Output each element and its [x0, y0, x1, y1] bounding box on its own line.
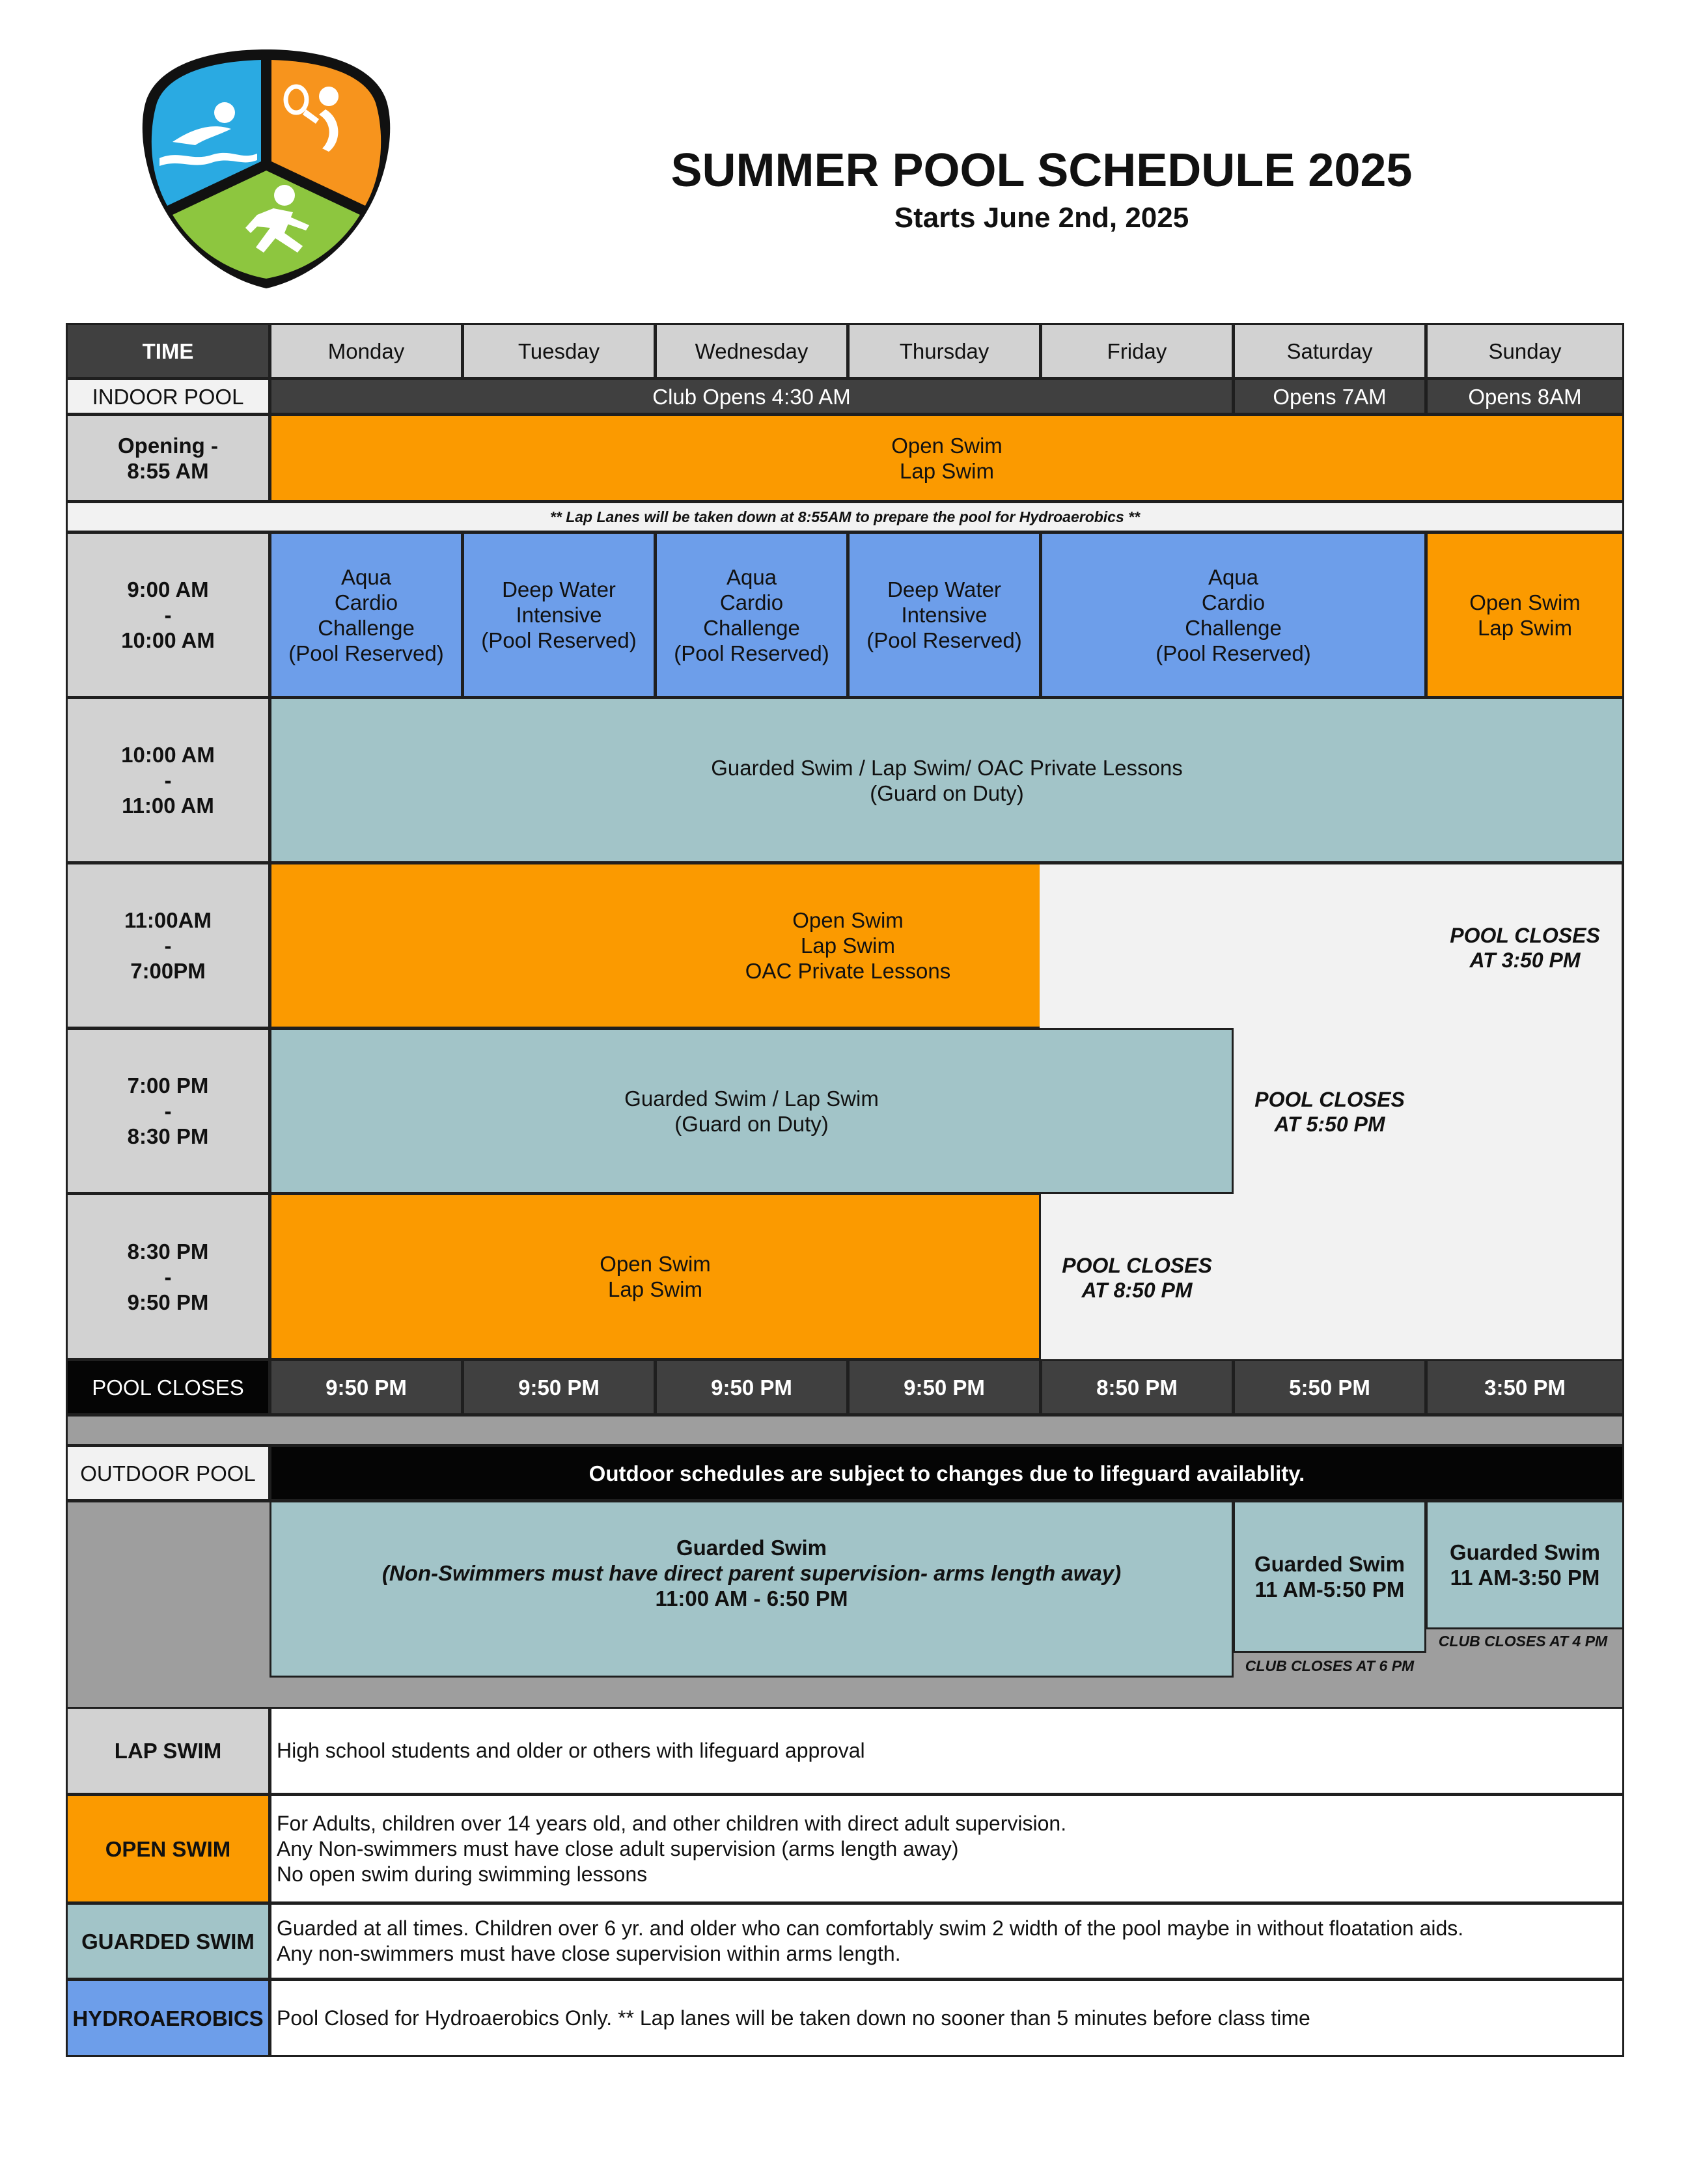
open-swim-11am-block: Open Swim Lap Swim OAC Private Lessons	[270, 863, 1426, 1029]
tuesday-deep-water: Deep Water Intensive (Pool Reserved)	[462, 532, 656, 698]
legend-guarded-swim-label: GUARDED SWIM	[66, 1903, 270, 1980]
time-header: TIME	[66, 323, 270, 379]
outdoor-weekday-guarded-swim: Guarded Swim (Non-Swimmers must have direct parent supervision- arms length away) 11:00 AM - 6:50 PM	[270, 1500, 1234, 1678]
indoor-pool-label: INDOOR POOL	[66, 378, 270, 415]
day-header-thursday: Thursday	[848, 323, 1041, 379]
outdoor-saturday-guarded-swim: Guarded Swim 11 AM-5:50 PM	[1233, 1500, 1426, 1653]
monday-aqua-cardio: Aqua Cardio Challenge (Pool Reserved)	[270, 532, 463, 698]
legend-open-swim-desc: For Adults, children over 14 years old, and other children with direct adult supervision. Any Non-swimmers must have close adult supervision (arms length away) No open swim during swimming lessons	[270, 1794, 1624, 1903]
time-7pm: 7:00 PM - 8:30 PM	[66, 1028, 270, 1194]
saturday-club-closes-note: CLUB CLOSES AT 6 PM	[1245, 1657, 1415, 1674]
outdoor-notice: Outdoor schedules are subject to changes due to lifeguard availablity.	[270, 1445, 1624, 1501]
lap-lane-note: ** Lap Lanes will be taken down at 8:55AM to prepare the pool for Hydroaerobics **	[66, 501, 1624, 532]
friday-saturday-aqua-cardio: Aqua Cardio Challenge (Pool Reserved)	[1040, 532, 1426, 698]
wednesday-aqua-cardio: Aqua Cardio Challenge (Pool Reserved)	[655, 532, 848, 698]
thursday-deep-water: Deep Water Intensive (Pool Reserved)	[848, 532, 1041, 698]
legend-hydroaerobics-desc: Pool Closed for Hydroaerobics Only. ** Lap lanes will be taken down no sooner than 5 minutes before class time	[270, 1979, 1624, 2057]
time-10am: 10:00 AM - 11:00 AM	[66, 697, 270, 863]
close-time-friday: 8:50 PM	[1040, 1359, 1234, 1415]
sunday-club-closes-note: CLUB CLOSES AT 4 PM	[1438, 1633, 1608, 1650]
legend-hydroaerobics-label: HYDROAEROBICS	[66, 1979, 270, 2057]
friday-pool-closes-note: POOL CLOSES AT 8:50 PM	[1062, 1254, 1212, 1302]
legend-lap-swim-label: LAP SWIM	[66, 1707, 270, 1795]
page-subtitle: Starts June 2nd, 2025	[894, 202, 1189, 234]
day-header-sunday: Sunday	[1426, 323, 1624, 379]
club-opens-weekday: Club Opens 4:30 AM	[270, 378, 1234, 415]
close-time-tuesday: 9:50 PM	[462, 1359, 656, 1415]
open-swim-830pm-block: Open Swim Lap Swim	[270, 1193, 1041, 1360]
time-9am: 9:00 AM - 10:00 AM	[66, 532, 270, 698]
sunday-open-swim-9am: Open Swim Lap Swim	[1426, 532, 1624, 698]
day-header-wednesday: Wednesday	[655, 323, 848, 379]
time-11am: 11:00AM - 7:00PM	[66, 863, 270, 1029]
legend-guarded-swim-desc: Guarded at all times. Children over 6 yr. and older who can comfortably swim 2 width of the pool maybe in without floatation aids. Any non-swimmers must have close supervision within arms length.	[270, 1903, 1624, 1980]
day-header-tuesday: Tuesday	[462, 323, 656, 379]
club-logo	[133, 38, 399, 298]
page-title: SUMMER POOL SCHEDULE 2025	[671, 145, 1413, 197]
close-time-monday: 9:50 PM	[270, 1359, 463, 1415]
opens-saturday: Opens 7AM	[1233, 378, 1426, 415]
legend-open-swim-label: OPEN SWIM	[66, 1794, 270, 1903]
pool-closes-label: POOL CLOSES	[66, 1359, 270, 1415]
saturday-pool-closes-note: POOL CLOSES AT 5:50 PM	[1254, 1088, 1405, 1136]
close-time-saturday: 5:50 PM	[1233, 1359, 1426, 1415]
close-time-thursday: 9:50 PM	[848, 1359, 1041, 1415]
guarded-swim-10am-block: Guarded Swim / Lap Swim/ OAC Private Lessons (Guard on Duty)	[270, 697, 1624, 863]
close-time-sunday: 3:50 PM	[1426, 1359, 1624, 1415]
opens-sunday: Opens 8AM	[1426, 378, 1624, 415]
sunday-pool-closes-note: POOL CLOSES AT 3:50 PM	[1450, 924, 1600, 972]
day-header-friday: Friday	[1040, 323, 1234, 379]
day-header-monday: Monday	[270, 323, 463, 379]
outdoor-pool-label: OUTDOOR POOL	[66, 1445, 270, 1501]
close-time-wednesday: 9:50 PM	[655, 1359, 848, 1415]
time-830pm: 8:30 PM - 9:50 PM	[66, 1193, 270, 1360]
legend-lap-swim-desc: High school students and older or others with lifeguard approval	[270, 1707, 1624, 1795]
day-header-saturday: Saturday	[1233, 323, 1426, 379]
opening-open-swim-block: Open Swim Lap Swim	[270, 414, 1624, 502]
outdoor-sunday-guarded-swim: Guarded Swim 11 AM-3:50 PM	[1426, 1500, 1624, 1629]
section-divider	[66, 1415, 1624, 1446]
guarded-swim-7pm-block: Guarded Swim / Lap Swim (Guard on Duty)	[270, 1028, 1234, 1194]
time-opening: Opening - 8:55 AM	[66, 414, 270, 502]
